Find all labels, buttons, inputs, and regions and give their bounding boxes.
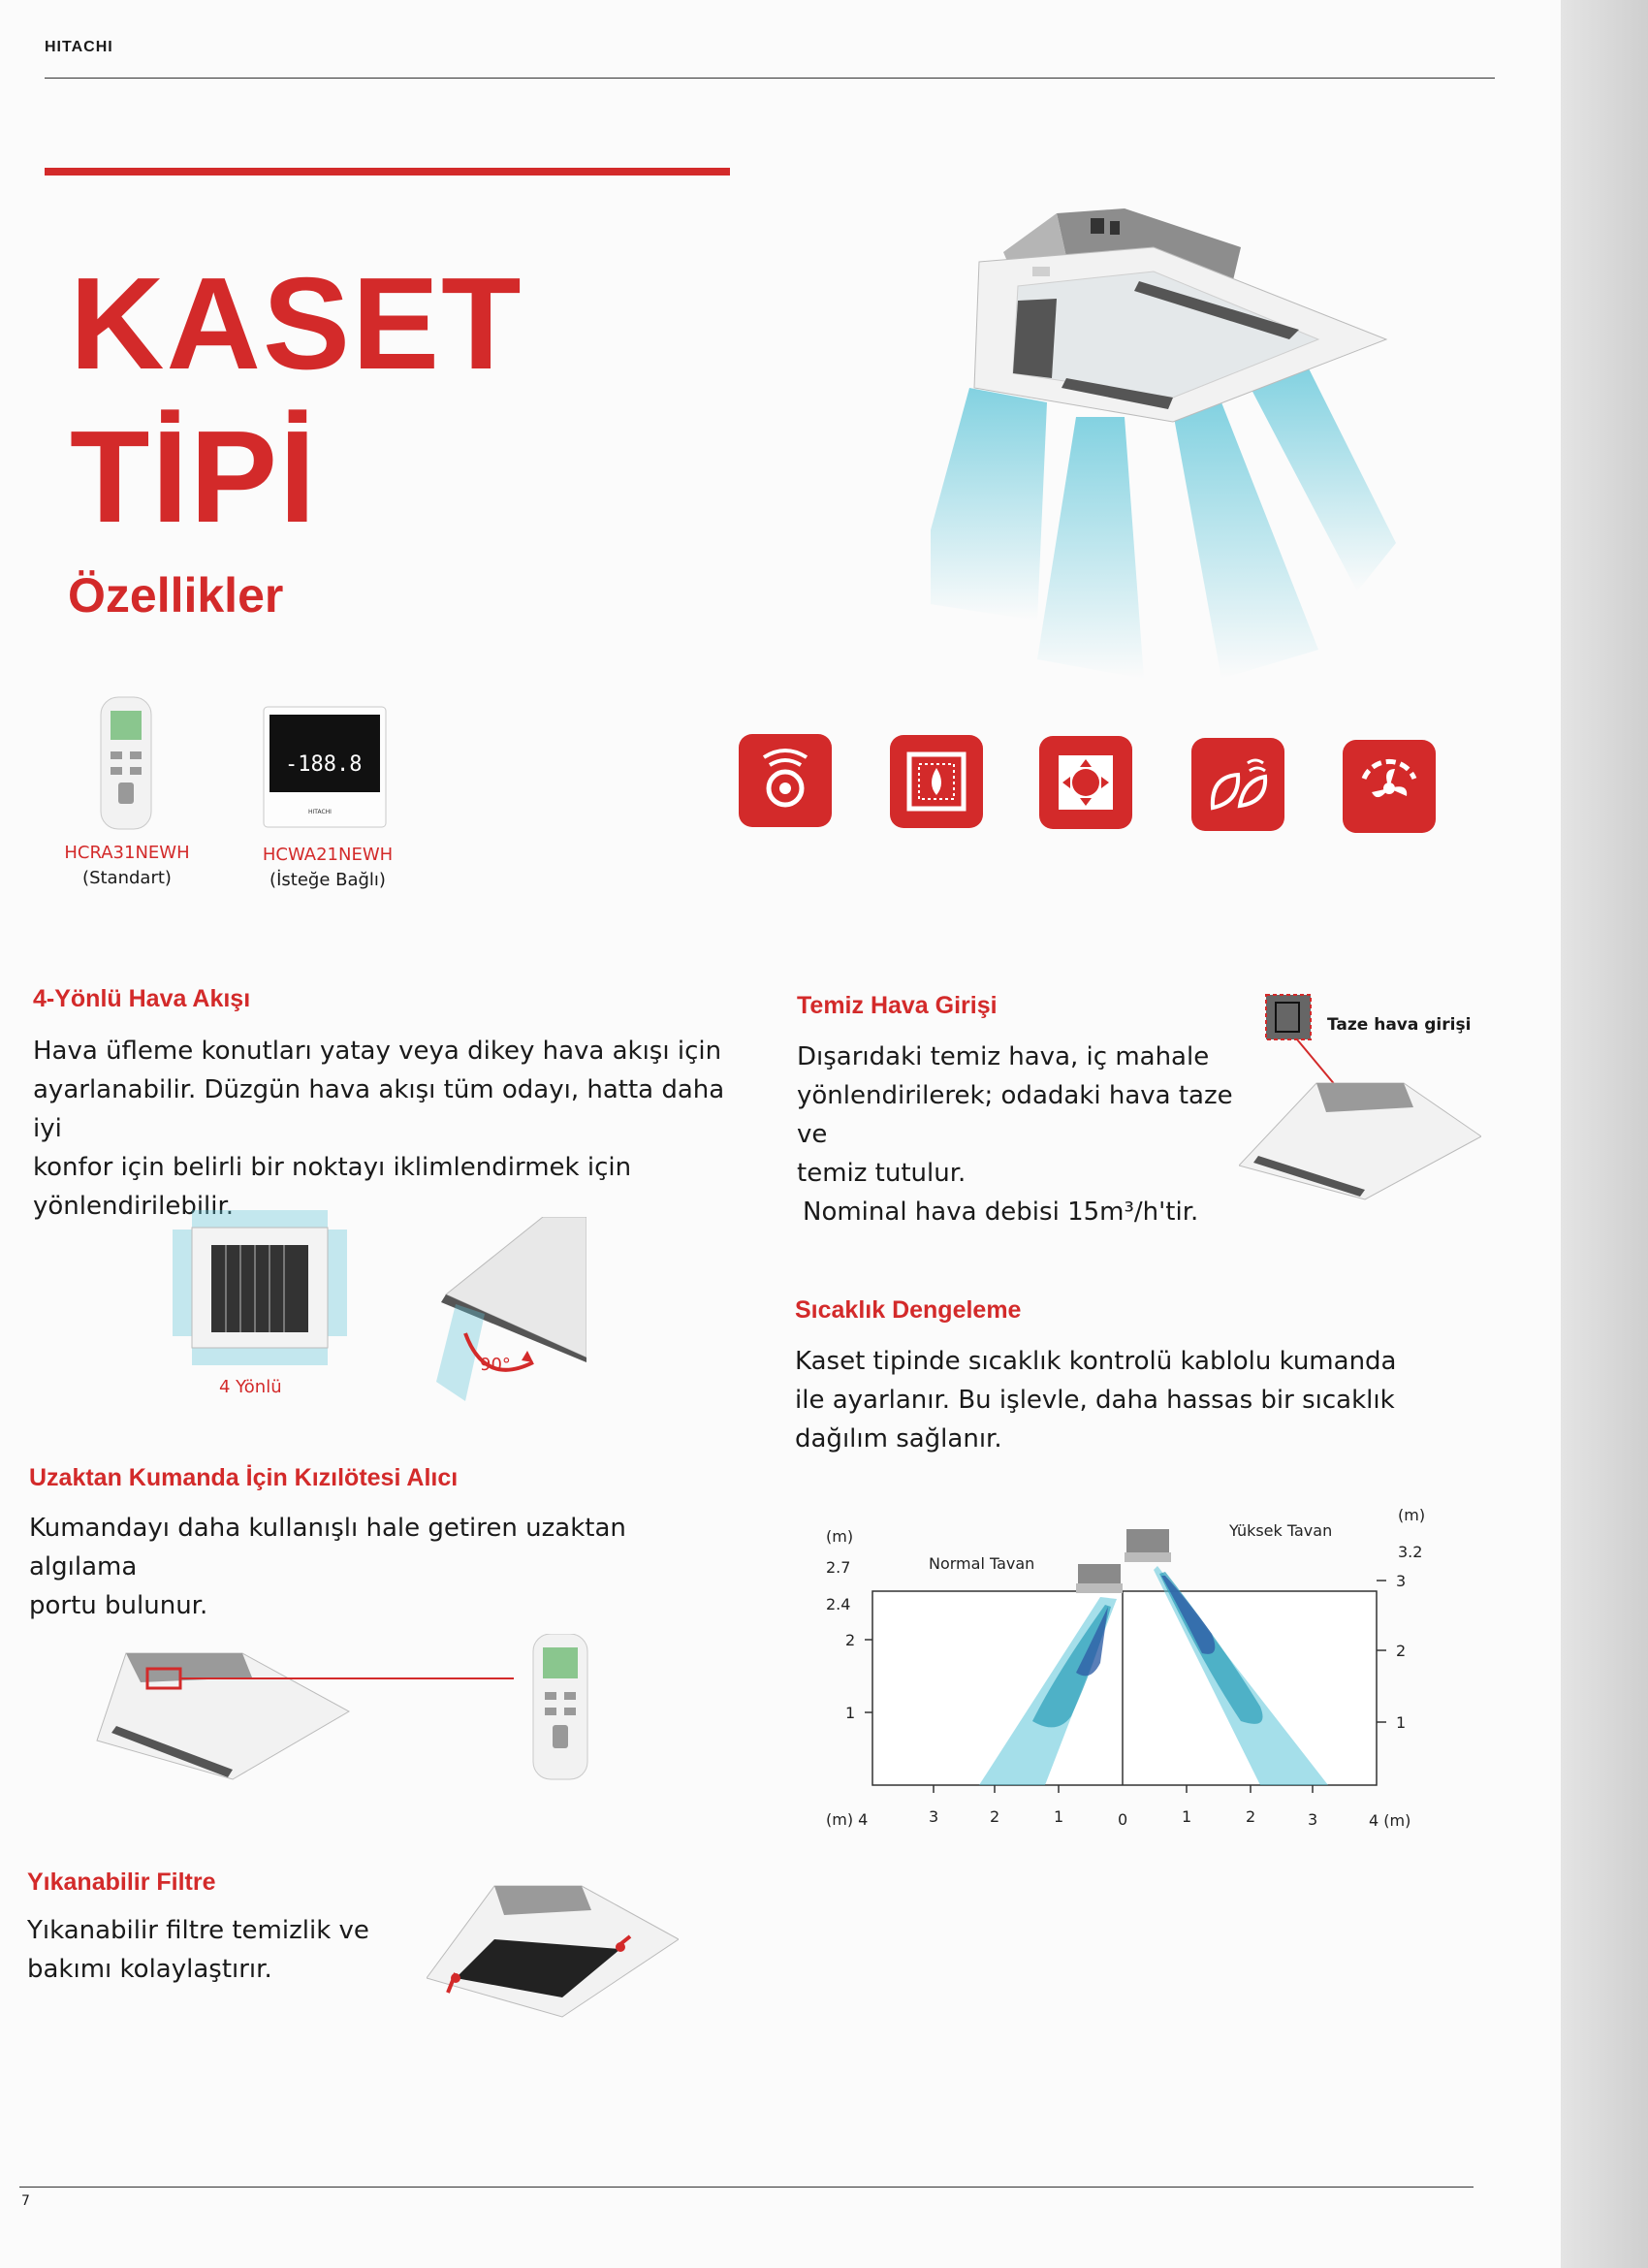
features-heading: Özellikler bbox=[68, 568, 284, 623]
panel-brand: HITACHI bbox=[308, 809, 332, 815]
right-height-tick: 3.2 bbox=[1398, 1543, 1423, 1561]
body-line: Yıkanabilir filtre temizlik ve bbox=[27, 1916, 369, 1945]
airflow-reach-diagram bbox=[814, 1498, 1435, 1847]
brand-name: HITACHI bbox=[45, 39, 113, 55]
wireless-remote-image bbox=[99, 695, 153, 831]
nominal-airflow-line: Nominal hava debisi 15m³/h'tir. bbox=[803, 1198, 1199, 1227]
fresh-air-leaf-icon bbox=[1191, 738, 1284, 831]
page-edge-shadow bbox=[1561, 0, 1648, 2268]
left-height-tick: 2 bbox=[845, 1631, 856, 1649]
x-tick: 3 bbox=[1308, 1810, 1318, 1829]
title-accent-bar bbox=[45, 168, 730, 176]
x-tick: 4 (m) bbox=[1369, 1811, 1411, 1830]
body-line: bakımı kolaylaştırır. bbox=[27, 1955, 272, 1984]
airflow-section-title: 4-Yönlü Hava Akışı bbox=[33, 985, 251, 1012]
left-height-tick: 2.7 bbox=[826, 1558, 851, 1577]
vertical-swing-image bbox=[427, 1217, 586, 1401]
header-rule bbox=[45, 78, 1495, 79]
remote-section-title: Uzaktan Kumanda İçin Kızılötesi Alıcı bbox=[29, 1464, 459, 1491]
title-line-1: KASET bbox=[70, 250, 523, 397]
washable-filter-icon bbox=[890, 735, 983, 828]
title-line-2: TİPİ bbox=[70, 403, 318, 550]
body-line: yönlendirilerek; odadaki hava taze ve bbox=[797, 1081, 1233, 1149]
left-height-tick: 2.4 bbox=[826, 1595, 851, 1613]
body-line: ayarlanabilir. Düzgün hava akışı tüm odayı, hatta daha iyi bbox=[33, 1075, 725, 1143]
four-way-airflow-icon bbox=[1039, 736, 1132, 829]
x-tick: (m) 4 bbox=[826, 1810, 869, 1829]
fan-speed-icon bbox=[1343, 740, 1436, 833]
x-tick: 0 bbox=[1118, 1810, 1128, 1829]
cassette-hero-image bbox=[931, 194, 1396, 698]
filter-section-body bbox=[27, 1911, 396, 1989]
airflow-section-body bbox=[33, 1032, 731, 1226]
temperature-section-title: Sıcaklık Dengeleme bbox=[795, 1296, 1022, 1324]
body-line: Dışarıdaki temiz hava, iç mahale bbox=[797, 1042, 1210, 1071]
controller-code: HCRA31NEWH bbox=[64, 843, 190, 863]
four-way-caption: 4 Yönlü bbox=[219, 1377, 282, 1397]
fresh-air-section-body bbox=[797, 1038, 1252, 1231]
x-tick: 1 bbox=[1182, 1807, 1192, 1826]
right-height-tick: 2 bbox=[1396, 1642, 1407, 1660]
four-way-cassette-image bbox=[173, 1210, 347, 1365]
remote-section-body bbox=[29, 1509, 727, 1625]
left-height-tick: 1 bbox=[845, 1704, 856, 1722]
x-tick: 2 bbox=[990, 1807, 1000, 1826]
controller-label-standard bbox=[64, 841, 190, 891]
swing-angle-label: 90° bbox=[480, 1355, 511, 1375]
x-tick: 3 bbox=[929, 1807, 939, 1826]
remote-sensor-icon bbox=[739, 734, 832, 827]
x-tick: 2 bbox=[1246, 1807, 1256, 1826]
body-line: ile ayarlanır. Bu işlevle, daha hassas bir sıcaklık bbox=[795, 1386, 1395, 1415]
high-ceiling-label: Yüksek Tavan bbox=[1229, 1521, 1333, 1540]
right-unit-label: (m) bbox=[1398, 1506, 1426, 1524]
fresh-air-section-title: Temiz Hava Girişi bbox=[797, 992, 998, 1019]
fresh-air-inlet-label: Taze hava girişi bbox=[1327, 1015, 1472, 1035]
footer-rule bbox=[19, 2187, 1474, 2188]
body-line: dağılım sağlanır. bbox=[795, 1424, 1002, 1453]
right-height-tick: 1 bbox=[1396, 1713, 1407, 1732]
body-line: Kumandayı daha kullanışlı hale getiren uzaktan algılama bbox=[29, 1514, 626, 1581]
controller-note: (Standart) bbox=[82, 868, 172, 888]
normal-ceiling-label: Normal Tavan bbox=[929, 1554, 1035, 1573]
page-title bbox=[70, 247, 523, 554]
filter-section-title: Yıkanabilir Filtre bbox=[27, 1869, 216, 1896]
body-line: temiz tutulur. bbox=[797, 1159, 967, 1188]
panel-display: -188.8 bbox=[285, 752, 363, 777]
temperature-section-body bbox=[795, 1342, 1435, 1458]
page-number: 7 bbox=[21, 2193, 30, 2209]
right-height-tick: 3 bbox=[1396, 1572, 1407, 1590]
body-line: Kaset tipinde sıcaklık kontrolü kablolu kumanda bbox=[795, 1347, 1397, 1376]
controller-note: (İsteğe Bağlı) bbox=[269, 870, 386, 890]
controller-code: HCWA21NEWH bbox=[262, 845, 394, 865]
body-line: portu bulunur. bbox=[29, 1591, 208, 1620]
washable-filter-image bbox=[427, 1881, 679, 2027]
wired-controller-image bbox=[262, 705, 388, 829]
x-tick: 1 bbox=[1054, 1807, 1064, 1826]
body-line: yönlendirilebilir. bbox=[33, 1192, 235, 1221]
controller-label-optional bbox=[255, 843, 400, 893]
body-line: Hava üfleme konutları yatay veya dikey hava akışı için bbox=[33, 1037, 722, 1066]
ir-receiver-diagram bbox=[87, 1634, 630, 1789]
body-line: konfor için belirli bir noktayı iklimlendirmek için bbox=[33, 1153, 632, 1182]
left-unit-label: (m) bbox=[826, 1527, 854, 1546]
